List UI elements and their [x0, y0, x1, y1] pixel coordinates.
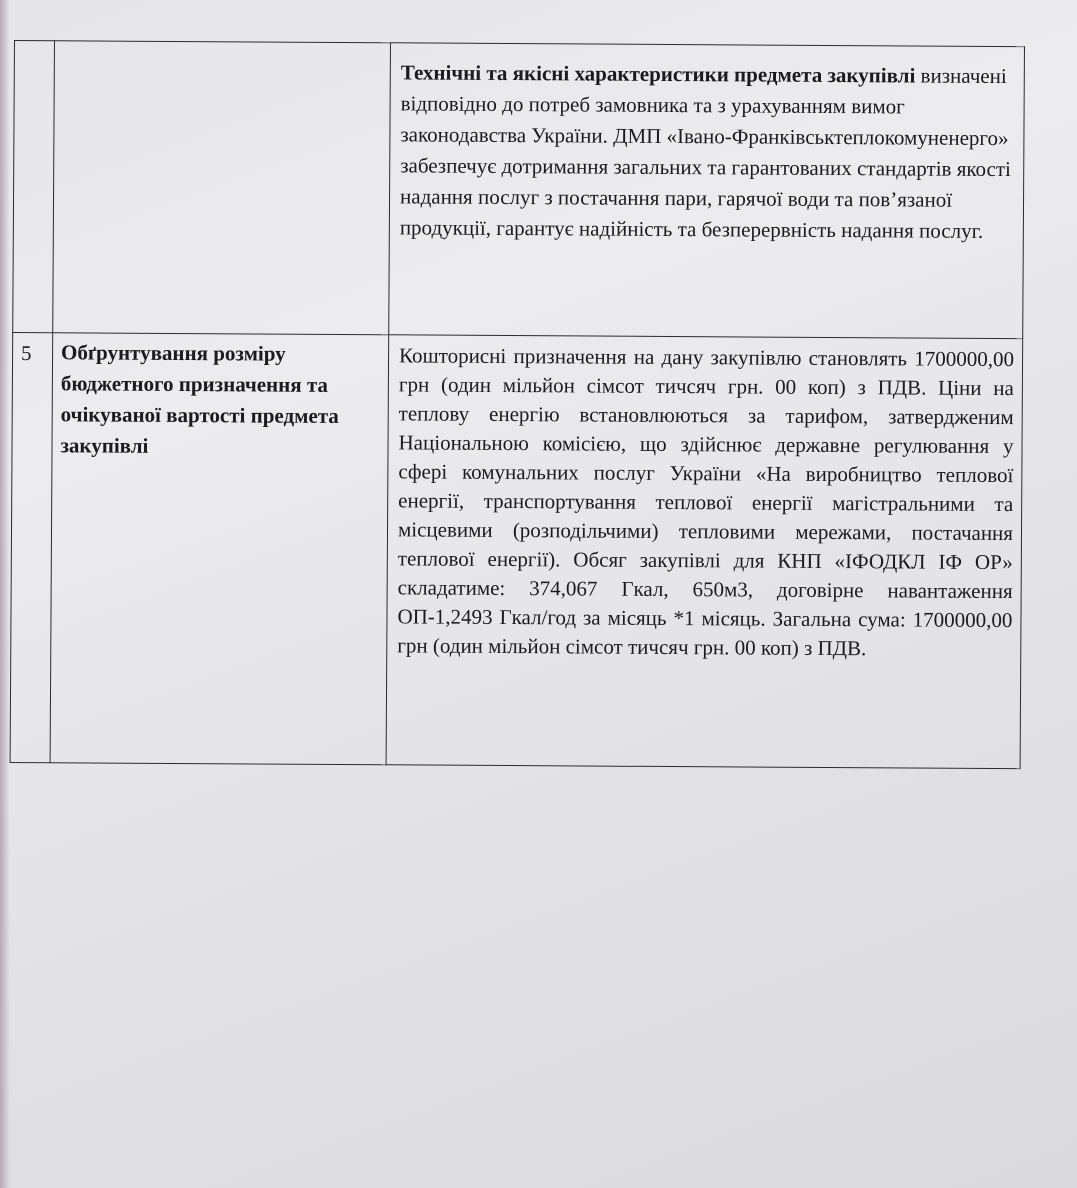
row-name-cell [53, 41, 391, 335]
description-text: визначені відповідно до потреб замовника та з урахуванням вимог законодавства України. ДМП «Івано-Франківськтеплокомуненерго» забезпечує дотримання загальних та гарантованих стандартів якості надання послуг з постачання пари, гарячої води та пов’язаної продукції, гарантує надійність та безперервність надання послуг. [399, 63, 1011, 243]
table-row [13, 41, 1025, 339]
table-row [10, 332, 1023, 768]
row-number-cell [13, 41, 55, 333]
procurement-table [10, 40, 1025, 769]
description-bold-lead: Технічні та якісні характеристики предмета закупівлі [400, 60, 916, 88]
row-description-cell: Кошторисні призначення на дану закупівлю становлять 1700000,00 грн (один мільйон сімсот тичсяч грн. 00 коп) з ПДВ. Ціни на теплову енергію встановлюються за тарифом, затвердженим Національною комісією, що здійснює державне регулювання у сфері комунальних послуг України «На виробництво теплової енергії, транспортування теплової енергії магістральними та місцевими (розподільчими) тепловими мережами, постачання теплової енергії). Обсяг закупівлі для КНП «ІФОДКЛ ІФ ОР» складатиме: 374,067 Гкал, 650м3, договірне навантаження ОП-1,2493 Гкал/год за місяць *1 місяць. Загальна сума: 1700000,00 грн (один мільйон сімсот тичсяч грн. 00 коп) з ПДВ. [386, 335, 1023, 769]
row-description-cell [389, 43, 1025, 339]
row-number-cell: 5 [10, 332, 53, 762]
row-name-cell: Обґрунтування розміру бюджетного призначення та очікуваної вартості предмета закупівлі [50, 333, 389, 765]
page-edge-shadow [0, 0, 10, 1188]
